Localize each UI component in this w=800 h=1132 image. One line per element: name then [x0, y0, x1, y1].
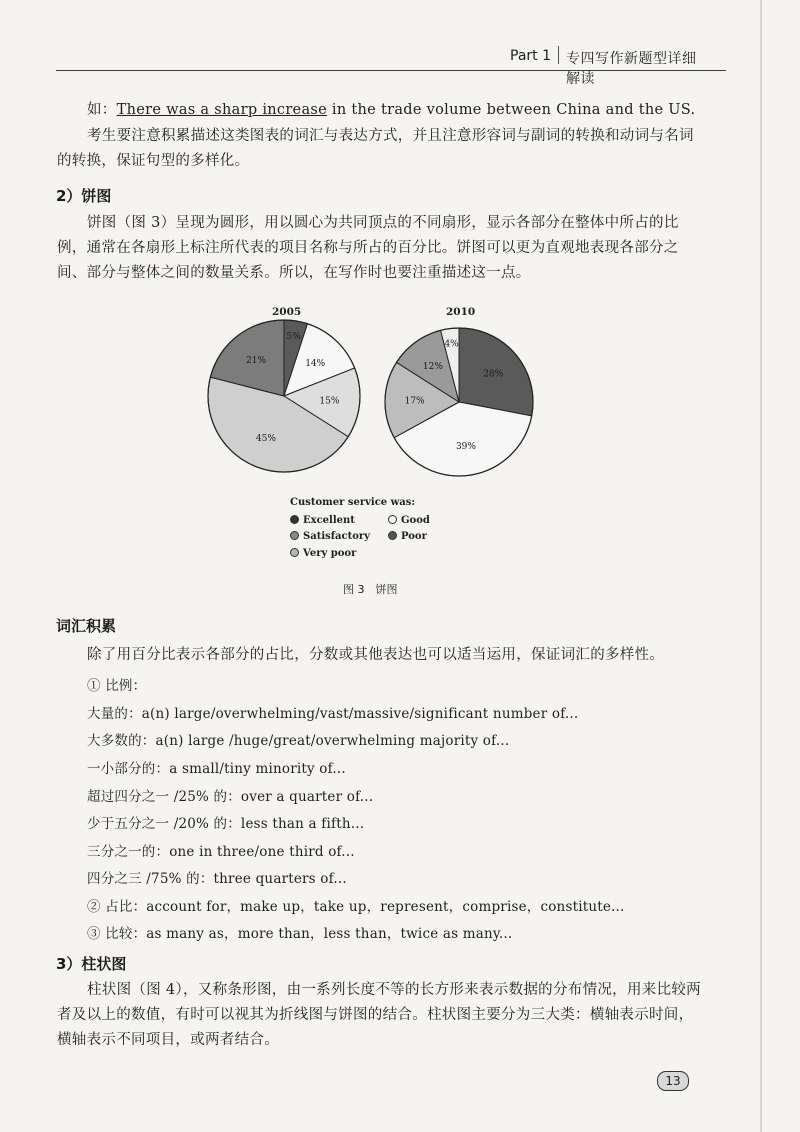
legend-swatch	[290, 531, 299, 540]
figure-caption: 图 3 饼图	[343, 583, 398, 596]
intro-advice: 考生要注意积累描述这类图表的词汇与表达方式，并且注意形容词与副词的转换和动词与名词的转换，保证句型的多样化。	[57, 128, 694, 169]
legend-swatch	[388, 515, 397, 524]
legend-swatch	[290, 548, 299, 557]
pie-data-label: 5%	[286, 331, 301, 342]
legend-label: Very poor	[303, 548, 357, 559]
legend-label: Satisfactory	[303, 531, 370, 542]
vocab-line: 少于五分之一 /20% 的：less than a fifth...	[87, 816, 365, 832]
legend-swatch	[388, 531, 397, 540]
pie-data-label: 4%	[444, 339, 459, 350]
pie-2005	[208, 320, 360, 472]
pie-data-label: 21%	[246, 355, 267, 366]
legend-item-very-poor	[290, 548, 356, 559]
page-edge	[760, 0, 762, 1132]
pie-data-label: 45%	[255, 433, 276, 444]
legend-label: Excellent	[303, 515, 355, 526]
pie-data-label: 17%	[404, 396, 425, 407]
legend-label: Good	[401, 515, 430, 526]
example-underlined: There was a sharp increase	[116, 102, 328, 118]
vocab-intro: 除了用百分比表示各部分的占比，分数或其他表达也可以适当运用，保证词汇的多样性。	[87, 647, 665, 663]
vocab-line: 超过四分之一 /25% 的：over a quarter of...	[87, 789, 374, 805]
legend-label: Poor	[401, 531, 427, 542]
chart-title-2005: 2005	[272, 306, 302, 318]
pie-data-label: 12%	[422, 362, 443, 373]
bar-paragraph: 柱状图（图 4），又称条形图，由一系列长度不等的长方形来表示数据的分布情况，用来比较两者及以上的数值，有时可以视其为折线图与饼图的结合。柱状图主要分为三大类：横轴表示时间，横轴表示不同项目，或两者结合。	[57, 982, 701, 1048]
pie-charts	[0, 0, 800, 520]
header-part: Part 1	[510, 48, 551, 64]
example-rest: in the trade volume between China and the US.	[327, 102, 696, 118]
chart-title-2010: 2010	[446, 306, 476, 318]
pie-data-label: 14%	[305, 358, 326, 369]
pie-data-label: 28%	[483, 369, 504, 380]
vocab-line: 三分之一的：one in three/one third of...	[87, 844, 355, 860]
vocab-line: 大多数的：a(n) large /huge/great/overwhelming majority of...	[87, 733, 510, 749]
vocab-line: ② 占比：account for，make up，take up，represent，comprise，constitute...	[87, 899, 625, 915]
page-number: 13	[657, 1071, 689, 1091]
pie-data-label: 15%	[319, 396, 340, 407]
legend-item-poor	[388, 531, 427, 542]
section-heading-pie: 2）饼图	[56, 187, 112, 205]
section-heading-vocab: 词汇积累	[56, 617, 117, 635]
legend-swatch	[290, 515, 299, 524]
section-heading-bar: 3）柱状图	[56, 955, 127, 973]
example-prefix: 如：	[87, 102, 117, 118]
vocab-line: ③ 比较：as many as，more than，less than，twice as many...	[87, 926, 513, 942]
pie-2010	[385, 328, 533, 476]
pie-data-label: 39%	[455, 441, 476, 452]
vocab-line: 四分之三 /75% 的：three quarters of...	[87, 871, 347, 887]
header-title: 专四写作新题型详细解读	[566, 51, 697, 87]
pie-paragraph: 饼图（图 3）呈现为圆形，用以圆心为共同顶点的不同扇形，显示各部分在整体中所占的比例，通常在各扇形上标注所代表的项目名称与所占的百分比。饼图可以更为直观地表现各部分之间、部分与整体之间的数量关系。所以，在写作时也要注重描述这一点。	[57, 215, 679, 281]
legend-item-satisfactory	[290, 531, 370, 542]
legend-item-good	[388, 515, 430, 526]
vocab-line: 一小部分的：a small/tiny minority of...	[87, 761, 346, 777]
vocab-line: ① 比例：	[87, 678, 147, 694]
vocab-line: 大量的：a(n) large/overwhelming/vast/massive/significant number of...	[87, 706, 579, 722]
legend-item-excellent	[290, 515, 355, 526]
legend-title: Customer service was:	[290, 497, 416, 508]
